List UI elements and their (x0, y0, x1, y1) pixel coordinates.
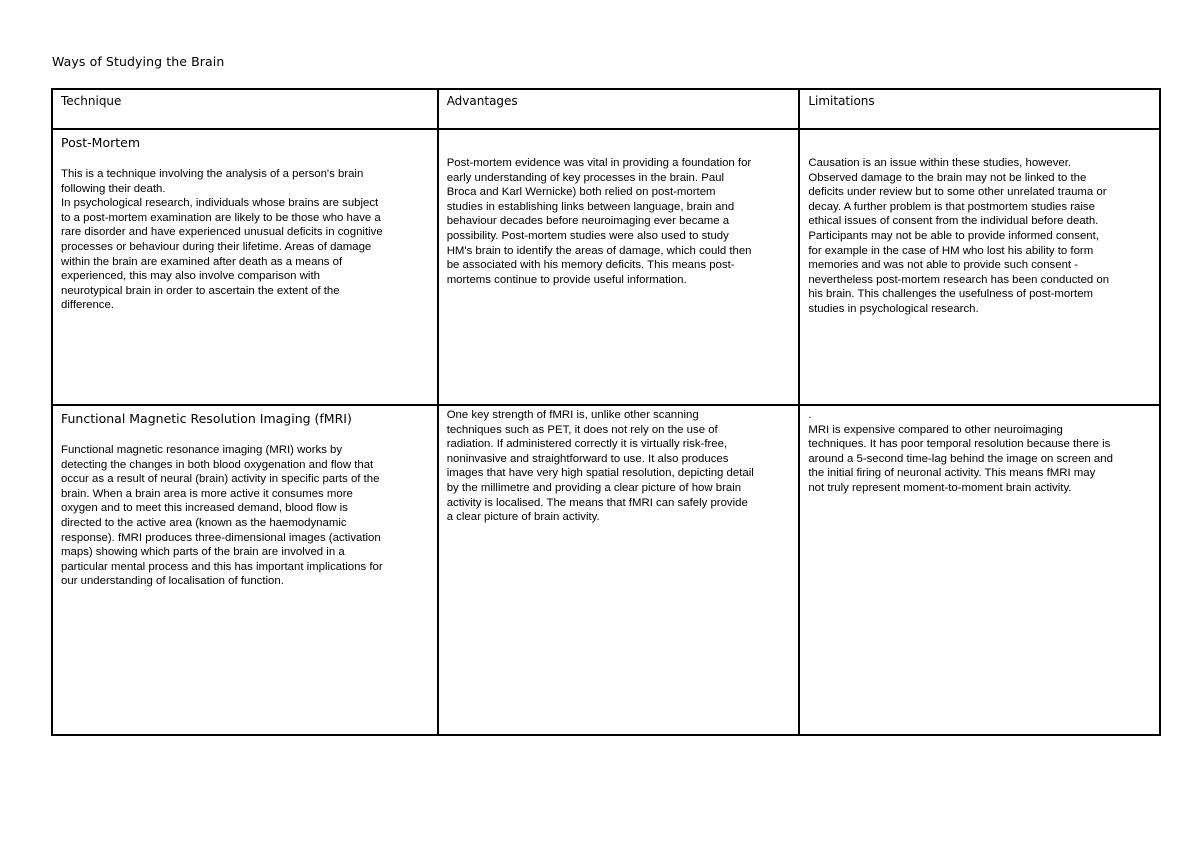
advantages-text: Post-mortem evidence was vital in providing a foundation for early understanding of key processes in the brain. Paul Broca and Karl Wernicke) both relied on post-mortem studies in establishing links between language, brain and behaviour decades before neuroimaging ever became a possibility. Post-mortem studies were also used to study HM's brain to identify the areas of damage, which could then be associated with his memory deficits. This means post- mortems continue to provide useful information. (446, 157, 752, 286)
technique-title: Functional Magnetic Resolution Imaging (fMRI) (61, 411, 352, 426)
limitations-text: Causation is an issue within these studies, however. Observed damage to the brain may not be linked to the deficits under review but to some other unrelated trauma or decay. A further problem is that postmortem studies raise ethical issues of consent from the individual before death. Participants may not be able to provide informed consent, for example in the case of HM who lost his ability to form memories and was not able to provide such consent - nevertheless post-mortem research has been conducted on his brain. This challenges the usefulness of post-mortem studies in psychological research. (808, 157, 1110, 315)
brain-techniques-table (51, 88, 1161, 736)
advantages-cell (438, 405, 800, 735)
limitations-text: MRI is expensive compared to other neuroimaging techniques. It has poor temporal resolution because there is around a 5-second time-lag behind the image on screen and the initial firing of neuronal activity. This means fMRI may not truly represent moment-to-moment brain activity. (808, 423, 1113, 494)
table-header-row (52, 89, 1160, 129)
header-cell-limitations (799, 89, 1160, 129)
advantages-cell (438, 129, 800, 405)
header-cell-advantages (438, 89, 800, 129)
table-row (52, 405, 1160, 735)
technique-cell (52, 129, 438, 405)
technique-title: Post-Mortem (61, 135, 141, 150)
header-advantages: Advantages (446, 94, 518, 108)
technique-description: This is a technique involving the analysis of a person's brain following their death. In psychological research, individuals whose brains are subject to a post-mortem examination are likely to be those who have a rare disorder and have experienced unusual deficits in cognitive processes or behaviour during their lifetime. Areas of damage within the brain are examined after death as a means of experienced, this may also involve comparison with neurotypical brain in order to ascertain the extent of the difference. (61, 168, 383, 312)
technique-cell (52, 405, 438, 735)
header-limitations: Limitations (808, 94, 875, 108)
technique-description: Functional magnetic resonance imaging (MRI) works by detecting the changes in both blood oxygenation and flow that occur as a result of neural (brain) activity in specific parts of the brain. When a brain area is more active it consumes more oxygen and to meet this increased demand, blood flow is directed to the active area (known as the haemodynamic response). fMRI produces three-dimensional images (activation maps) showing which parts of the brain are involved in a particular mental process and this has important implications for our understanding of localisation of function. (61, 444, 383, 588)
header-technique: Technique (61, 94, 122, 108)
advantages-text: One key strength of fMRI is, unlike other scanning techniques such as PET, it does not rely on the use of radiation. If administered correctly it is virtually risk-free, noninvasive and straightforward to use. It also produces images that have very high spatial resolution, depicting detail by the millimetre and providing a clear picture of how brain activity is localised. The means that fMRI can safely provide a clear picture of brain activity. (446, 409, 754, 524)
limitations-cell (799, 129, 1160, 405)
page-title: Ways of Studying the Brain (52, 54, 225, 69)
header-cell-technique (52, 89, 438, 129)
table-row (52, 129, 1160, 405)
limitations-marker: . (808, 409, 812, 421)
limitations-cell (799, 405, 1160, 735)
